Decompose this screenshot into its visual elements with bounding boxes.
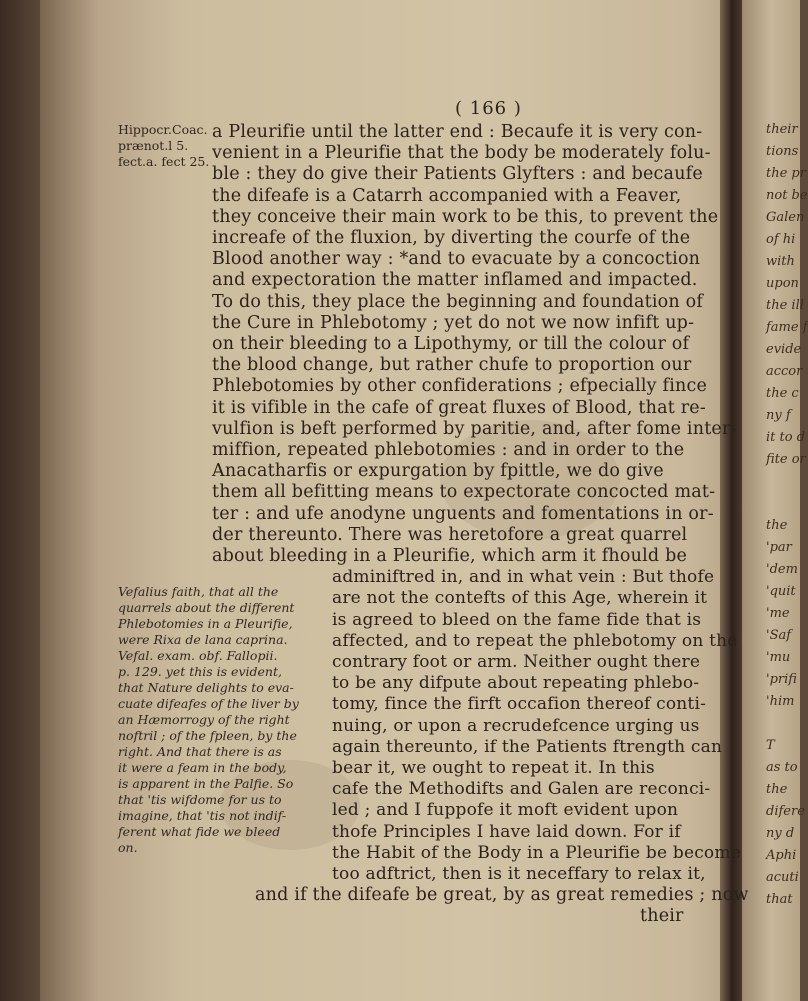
adjacent-page-fragment: Aphi	[766, 848, 797, 863]
text-line: ter : and ufe anodyne unguents and fomentations in or-	[212, 503, 714, 524]
text-line: cafe the Methodifts and Galen are reconci-	[332, 779, 711, 800]
text-line: their	[640, 906, 684, 927]
adjacent-page-fragment: Galen	[766, 210, 805, 225]
adjacent-page-fragment: not be	[766, 188, 808, 203]
side-note-line: that 'tis wifdome for us to	[118, 792, 282, 807]
text-line: they conceive their main work to be this, to prevent the	[212, 206, 719, 227]
side-note-line: it were a feam in the body,	[118, 760, 287, 775]
adjacent-page-fragment: ny f	[766, 408, 791, 423]
text-line: again thereunto, if the Patients ftrength can	[332, 736, 723, 757]
side-note-line: an Hæmorrogy of the right	[118, 712, 290, 727]
adjacent-page-edge	[742, 0, 808, 1001]
adjacent-page-fragment: the ill	[766, 298, 804, 313]
text-line: affected, and to repeat the phlebotomy on the	[332, 630, 738, 651]
text-line: vulfion is beft performed by paritie, and, after fome inter-	[212, 418, 737, 439]
text-line: to be any difpute about repeating phlebo-	[332, 673, 700, 694]
side-note-line: cuate difeafes of the liver by	[118, 696, 299, 711]
margin-reference-line: prænot.l 5.	[118, 138, 189, 153]
side-note-line: were Rixa de lana caprina.	[118, 632, 288, 647]
text-line: too adftrict, then is it neceffary to relax it,	[332, 864, 706, 884]
adjacent-page-fragment: 'me	[766, 606, 790, 621]
text-line: is agreed to bleed on the fame fide that is	[332, 609, 702, 630]
adjacent-page-fragment: acuti	[766, 870, 799, 885]
text-line: it is vifible in the cafe of great fluxes of Blood, that re-	[212, 397, 706, 418]
side-note-line: quarrels about the different	[118, 600, 295, 615]
text-line: on their bleeding to a Lipothymy, or till the colour of	[212, 334, 690, 354]
adjacent-page-fragment: the	[766, 782, 788, 797]
side-note-line: Phlebotomies in a Pleurifie,	[118, 616, 293, 631]
margin-reference-line: fect.a. fect 25.	[118, 154, 210, 169]
text-line: a Pleurifie until the latter end : Becaufe it is very con-	[212, 122, 703, 142]
text-line: bear it, we ought to repeat it. In this	[332, 758, 655, 778]
text-line: miffion, repeated phlebotomies : and in order to the	[212, 440, 685, 460]
adjacent-page-fragment: 'par	[766, 540, 792, 555]
side-note-line: Vefalius faith, that all the	[118, 584, 279, 599]
side-note-line: p. 129. yet this is evident,	[118, 664, 282, 679]
adjacent-page-fragment: it to d	[766, 430, 806, 445]
text-line: the blood change, but rather chufe to proportion our	[212, 355, 692, 376]
adjacent-page-fragment: that	[766, 892, 793, 907]
adjacent-page-fragment: difere	[766, 804, 805, 819]
adjacent-page-fragment: the	[766, 518, 788, 533]
adjacent-page-fragment: 'Saf	[766, 628, 792, 643]
adjacent-page-fragment: the c	[766, 386, 799, 401]
text-line: thofe Principles I have laid down. For if	[332, 821, 681, 842]
adjacent-page-fragment: the pr	[766, 166, 806, 181]
text-line: the Habit of the Body in a Pleurifie be become	[332, 842, 741, 863]
side-note	[118, 584, 326, 856]
text-line: and expectoration the matter inflamed and impacted.	[212, 270, 698, 291]
page-number-header: ( 166 )	[455, 98, 522, 119]
text-line: are not the contefts of this Age, wherein it	[332, 588, 708, 609]
adjacent-page-fragment: 'quit	[766, 584, 796, 599]
side-note-line: right. And that there is as	[118, 744, 282, 759]
text-line: the difeafe is a Catarrh accompanied with a Feaver,	[212, 185, 682, 206]
text-line: them all befitting means to expectorate concocted mat-	[212, 482, 716, 503]
text-line: adminiftred in, and in what vein : But thofe	[332, 567, 715, 588]
adjacent-page-fragment: 'mu	[766, 650, 791, 665]
margin-reference	[118, 122, 210, 170]
adjacent-page-fragment: with	[766, 254, 795, 269]
text-line: tomy, fince the firft occafion thereof conti-	[332, 694, 707, 715]
text-line: Blood another way : *and to evacuate by a concoction	[212, 249, 701, 270]
adjacent-page-fragment: their	[766, 122, 798, 137]
side-note-line: is apparent in the Palfie. So	[118, 776, 294, 791]
adjacent-page-fragment: upon	[766, 276, 799, 291]
text-line: contrary foot or arm. Neither ought there	[332, 652, 701, 672]
adjacent-page-fragment: accor	[766, 364, 803, 379]
text-line: Anacatharfis or expurgation by fpittle, we do give	[212, 461, 664, 482]
text-line: nuing, or upon a recrudefcence urging us	[332, 715, 700, 736]
adjacent-page-fragment: of hi	[766, 232, 796, 247]
adjacent-page-fragment: evide	[766, 342, 802, 357]
text-line: Phlebotomies by other confiderations ; efpecially fince	[212, 376, 708, 397]
adjacent-page-fragment: 'dem	[766, 562, 798, 577]
adjacent-page-fragment: tions	[766, 144, 799, 159]
side-note-line: ferent what fide we bleed	[118, 824, 281, 839]
text-line: der thereunto. There was heretofore a great quarrel	[212, 524, 688, 545]
text-line: To do this, they place the beginning and foundation of	[212, 291, 704, 312]
text-line: and if the difeafe be great, by as great remedies ; now	[255, 885, 749, 906]
text-line: led ; and I fuppofe it moft evident upon	[332, 800, 679, 821]
text-line: ble : they do give their Patients Glyfters : and becaufe	[212, 164, 703, 185]
text-line: increafe of the fluxion, by diverting the courfe of the	[212, 228, 691, 248]
text-line: the Cure in Phlebotomy ; yet do not we now infift up-	[212, 312, 695, 333]
text-line: about bleeding in a Pleurifie, which arm it fhould be	[212, 546, 688, 566]
adjacent-page-fragment: as to	[766, 760, 798, 775]
adjacent-page-fragment: T	[766, 738, 775, 753]
side-note-line: that Nature delights to eva-	[118, 680, 294, 695]
adjacent-page-fragment: 'prifi	[766, 672, 797, 687]
adjacent-page-fragment: fite or	[766, 452, 806, 467]
text-line: venient in a Pleurifie that the body be moderately folu-	[212, 143, 711, 164]
side-note-line: on.	[118, 840, 138, 855]
margin-reference-line: Hippocr.Coac.	[118, 122, 208, 137]
adjacent-page-fragment: ny d	[766, 826, 795, 841]
side-note-line: imagine, that 'tis not indif-	[118, 808, 287, 823]
side-note-line: noftril ; of the fpleen, by the	[118, 728, 297, 743]
adjacent-page-fragment: 'him	[766, 694, 795, 709]
adjacent-page-fragment: fame f	[766, 320, 808, 335]
side-note-line: Vefal. exam. obf. Fallopii.	[118, 648, 278, 663]
